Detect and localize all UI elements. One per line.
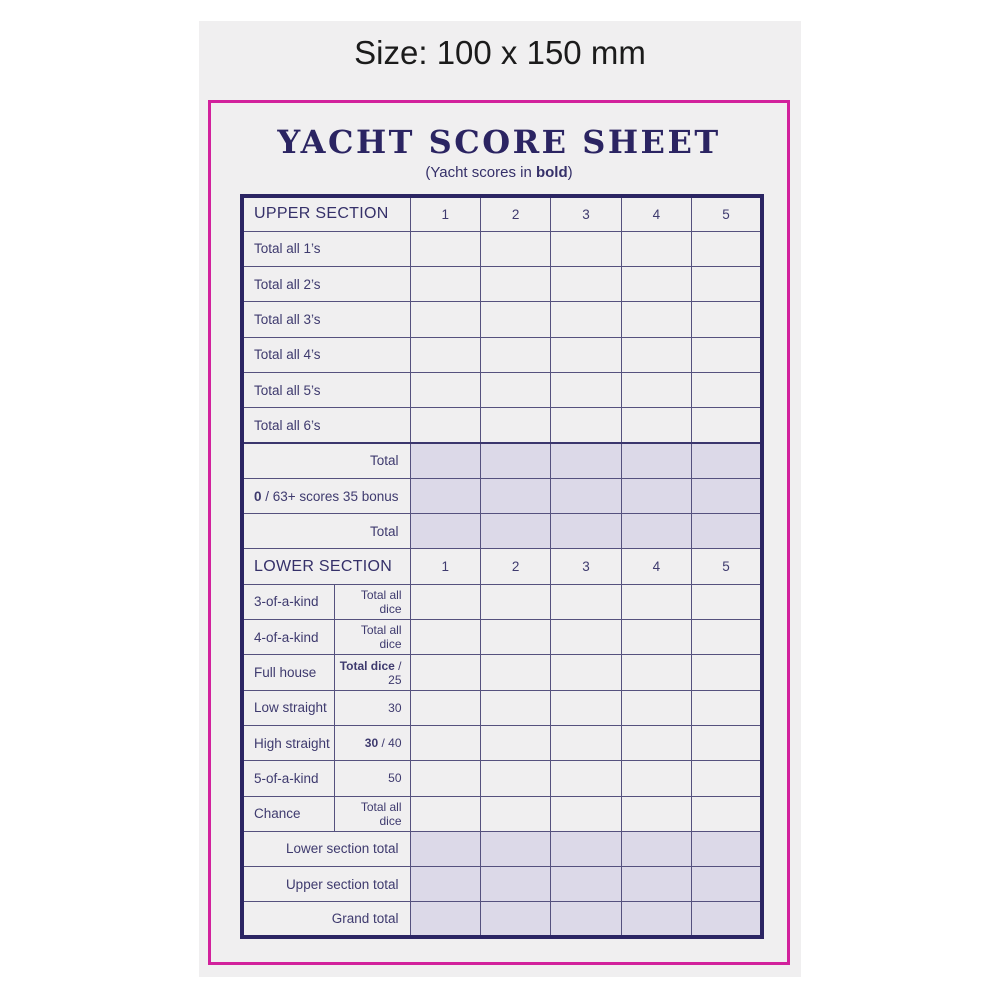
- score-cell: [621, 584, 691, 619]
- score-cell: [621, 690, 691, 725]
- total-cell: [480, 514, 550, 549]
- column-header: 1: [410, 549, 480, 584]
- row-label: 3-of-a-kind: [242, 584, 334, 619]
- score-cell: [621, 302, 691, 337]
- score-cell: [621, 761, 691, 796]
- score-cell: [410, 725, 480, 760]
- grand-total-row: [242, 902, 762, 937]
- table-row: [242, 372, 762, 407]
- hint-rest: Total all dice: [360, 623, 402, 652]
- row-label: 4-of-a-kind: [242, 620, 334, 655]
- total-cell: [551, 902, 621, 937]
- sheet-title: YACHT SCORE SHEET: [277, 123, 721, 161]
- row-label: Total all 1’s: [242, 231, 410, 266]
- total-cell: [692, 478, 762, 513]
- row-label: Grand total: [242, 902, 410, 937]
- row-hint: [334, 761, 410, 796]
- lower-header-row: [242, 549, 762, 584]
- row-label: Chance: [242, 796, 334, 831]
- total-cell: [551, 514, 621, 549]
- score-cell: [410, 690, 480, 725]
- total-cell: [621, 443, 691, 478]
- score-cell: [480, 337, 550, 372]
- score-cell: [692, 584, 762, 619]
- score-cell: [551, 620, 621, 655]
- score-cell: [410, 655, 480, 690]
- score-cell: [480, 620, 550, 655]
- score-cell: [480, 408, 550, 443]
- total-cell: [410, 867, 480, 902]
- total-cell: [410, 902, 480, 937]
- row-label: 5-of-a-kind: [242, 761, 334, 796]
- column-header: 3: [551, 549, 621, 584]
- row-label: Low straight: [242, 690, 334, 725]
- table-row: [242, 620, 762, 655]
- total-cell: [621, 831, 691, 866]
- score-cell: [621, 408, 691, 443]
- hint-rest: Total all dice: [360, 799, 402, 828]
- upper-total-row-2: [242, 514, 762, 549]
- total-cell: [480, 902, 550, 937]
- total-cell: [692, 867, 762, 902]
- bonus-label: [242, 478, 410, 513]
- score-cell: [410, 620, 480, 655]
- column-header: 5: [692, 196, 762, 231]
- score-cell: [692, 620, 762, 655]
- row-label: Total all 5’s: [242, 372, 410, 407]
- score-cell: [551, 267, 621, 302]
- total-cell: [410, 443, 480, 478]
- total-cell: [692, 831, 762, 866]
- row-hint: [334, 690, 410, 725]
- score-cell: [692, 655, 762, 690]
- total-cell: [410, 831, 480, 866]
- table-row: [242, 655, 762, 690]
- score-cell: [621, 267, 691, 302]
- total-cell: [410, 478, 480, 513]
- bonus-rest: / 63+ scores 35 bonus: [261, 488, 399, 504]
- total-cell: [480, 443, 550, 478]
- total-cell: [692, 443, 762, 478]
- row-label: Total all 4’s: [242, 337, 410, 372]
- score-cell: [621, 620, 691, 655]
- total-cell: [551, 478, 621, 513]
- score-cell: [692, 231, 762, 266]
- total-cell: [692, 514, 762, 549]
- score-cell: [692, 267, 762, 302]
- score-cell: [410, 337, 480, 372]
- score-cell: [692, 408, 762, 443]
- score-cell: [692, 796, 762, 831]
- total-cell: [692, 902, 762, 937]
- score-cell: [480, 690, 550, 725]
- score-cell: [692, 372, 762, 407]
- row-hint: [334, 655, 410, 690]
- column-header: 2: [480, 196, 550, 231]
- lower-section-header: LOWER SECTION: [242, 549, 410, 584]
- hint-rest: / 40: [378, 736, 402, 751]
- total-cell: [480, 831, 550, 866]
- score-cell: [621, 655, 691, 690]
- score-cell: [551, 231, 621, 266]
- total-cell: [621, 867, 691, 902]
- score-cell: [480, 655, 550, 690]
- score-cell: [692, 725, 762, 760]
- score-cell: [551, 337, 621, 372]
- total-cell: [621, 478, 691, 513]
- subtitle-suffix: ): [567, 164, 573, 181]
- row-label: Total all 6’s: [242, 408, 410, 443]
- score-cell: [480, 372, 550, 407]
- score-cell: [410, 408, 480, 443]
- score-cell: [480, 761, 550, 796]
- upper-header-row: [242, 196, 762, 231]
- size-label: Size: 100 x 150 mm: [354, 34, 646, 71]
- upper-total-summary-row: [242, 867, 762, 902]
- upper-section-header: UPPER SECTION: [242, 196, 410, 231]
- hint-rest: / 25: [388, 658, 402, 687]
- column-header: 1: [410, 196, 480, 231]
- score-cell: [692, 690, 762, 725]
- row-hint: [334, 620, 410, 655]
- score-cell: [410, 231, 480, 266]
- score-cell: [551, 655, 621, 690]
- row-label: Lower section total: [242, 831, 410, 866]
- score-cell: [480, 267, 550, 302]
- score-cell: [551, 796, 621, 831]
- score-cell: [692, 761, 762, 796]
- subtitle-prefix: (Yacht scores in: [425, 164, 536, 181]
- score-cell: [410, 761, 480, 796]
- hint-rest: Total all dice: [360, 587, 402, 616]
- row-label: Total all 2’s: [242, 267, 410, 302]
- score-cell: [621, 372, 691, 407]
- score-cell: [621, 337, 691, 372]
- score-cell: [551, 725, 621, 760]
- table-row: [242, 302, 762, 337]
- row-label: Total: [242, 514, 410, 549]
- hint-bold: 30: [364, 736, 379, 751]
- score-cell: [480, 302, 550, 337]
- hint-rest: 50: [388, 771, 402, 786]
- score-cell: [410, 584, 480, 619]
- subtitle-bold: bold: [535, 164, 568, 181]
- bonus-row: [242, 478, 762, 513]
- sheet-subtitle: [211, 164, 787, 181]
- column-header: 4: [621, 196, 691, 231]
- row-label: Total: [242, 443, 410, 478]
- bonus-bold: 0: [254, 488, 262, 504]
- row-label: High straight: [242, 725, 334, 760]
- upper-total-row: [242, 443, 762, 478]
- hint-rest: 30: [388, 700, 402, 715]
- score-table: [240, 194, 764, 939]
- score-cell: [551, 302, 621, 337]
- hint-bold: Total dice: [339, 658, 395, 673]
- score-cell: [551, 761, 621, 796]
- table-row: [242, 796, 762, 831]
- table-row: [242, 408, 762, 443]
- score-cell: [692, 302, 762, 337]
- total-cell: [621, 902, 691, 937]
- total-cell: [480, 478, 550, 513]
- column-header: 5: [692, 549, 762, 584]
- column-header: 2: [480, 549, 550, 584]
- score-cell: [551, 372, 621, 407]
- score-cell: [410, 267, 480, 302]
- score-cell: [480, 584, 550, 619]
- row-label: Full house: [242, 655, 334, 690]
- row-hint: [334, 584, 410, 619]
- row-label: Total all 3’s: [242, 302, 410, 337]
- score-cell: [480, 231, 550, 266]
- score-cell: [621, 231, 691, 266]
- score-cell: [551, 408, 621, 443]
- total-cell: [551, 831, 621, 866]
- score-cell: [410, 372, 480, 407]
- table-row: [242, 267, 762, 302]
- score-cell: [410, 796, 480, 831]
- total-cell: [621, 514, 691, 549]
- table-row: [242, 584, 762, 619]
- score-cell: [692, 337, 762, 372]
- score-cell: [480, 796, 550, 831]
- total-cell: [480, 867, 550, 902]
- column-header: 4: [621, 549, 691, 584]
- total-cell: [551, 443, 621, 478]
- column-header: 3: [551, 196, 621, 231]
- table-row: [242, 690, 762, 725]
- row-hint: [334, 796, 410, 831]
- row-hint: [334, 725, 410, 760]
- score-cell: [551, 690, 621, 725]
- score-cell: [551, 584, 621, 619]
- total-cell: [551, 867, 621, 902]
- lower-total-row: [242, 831, 762, 866]
- row-label: Upper section total: [242, 867, 410, 902]
- table-row: [242, 725, 762, 760]
- score-cell: [621, 796, 691, 831]
- score-cell: [480, 725, 550, 760]
- table-row: [242, 337, 762, 372]
- score-cell: [621, 725, 691, 760]
- score-cell: [410, 302, 480, 337]
- table-row: [242, 231, 762, 266]
- total-cell: [410, 514, 480, 549]
- table-row: [242, 761, 762, 796]
